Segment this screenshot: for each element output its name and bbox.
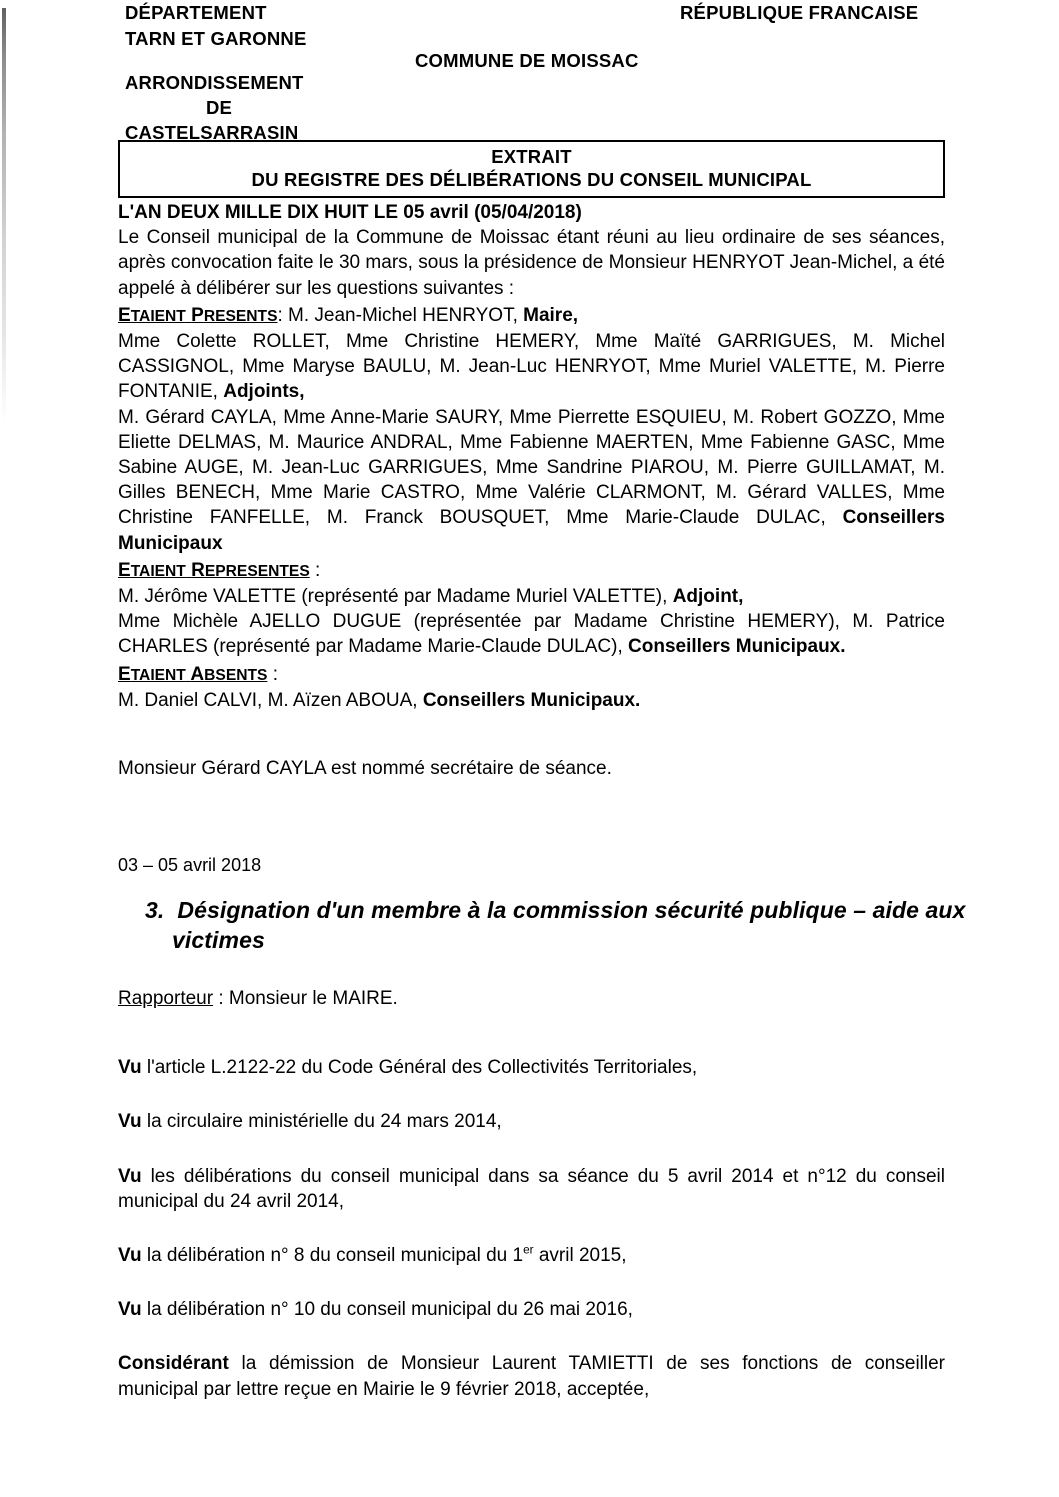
absent-role: Conseillers Municipaux. [422, 689, 641, 711]
clause-superscript: er [523, 1243, 534, 1257]
secretary-line: Monsieur Gérard CAYLA est nommé secrétaire de séance. [118, 758, 612, 780]
represented-label-line [118, 558, 945, 584]
represented-label-suffix: : [309, 559, 321, 581]
represented-line2-role: Conseillers Municipaux. [628, 636, 846, 658]
absent-line [118, 688, 945, 713]
header-department-line2: TARN ET GARONNE [125, 28, 307, 49]
clause-item [118, 1055, 945, 1080]
extrait-title-box [118, 140, 945, 198]
clause-lead: Vu [118, 1057, 142, 1079]
clause-item [118, 1164, 945, 1214]
clause-item [118, 1109, 945, 1134]
clause-text-after: avril 2015, [533, 1245, 627, 1267]
presents-maire-role: Maire, [523, 304, 579, 326]
clause-text: la circulaire ministérielle du 24 mars 2014, [141, 1111, 502, 1133]
absent-names: M. Daniel CALVI, M. Aïzen ABOUA, [118, 689, 423, 711]
clause-text: l'article L.2122-22 du Code Général des Collectivités Territoriales, [141, 1057, 698, 1079]
header-department-line1: DÉPARTEMENT [125, 2, 267, 23]
preamble-block [118, 200, 945, 301]
absent-label: ETAIENT ABSENTS [118, 663, 268, 685]
deliberation-number: 3. [145, 897, 165, 924]
presents-maire-line [118, 303, 945, 329]
clause-lead: Vu [118, 1165, 142, 1187]
presents-block [118, 303, 945, 556]
presents-maire-text: : M. Jean-Michel HENRYOT, [277, 304, 524, 326]
rapporteur-value: : Monsieur le MAIRE. [213, 988, 398, 1010]
header-arrondissement-line1: ARRONDISSEMENT [125, 72, 304, 93]
scan-edge-artifact [2, 8, 6, 423]
session-date-line: L'AN DEUX MILLE DIX HUIT LE 05 avril (05/04/2018) [118, 202, 582, 223]
absent-block [118, 662, 945, 713]
document-header [118, 0, 945, 143]
clause-lead: Vu [118, 1299, 142, 1321]
presents-conseillers-role: Conseillers Municipaux [118, 507, 945, 554]
presents-conseillers-names: M. Gérard CAYLA, Mme Anne-Marie SAURY, Mme Pierrette ESQUIEU, M. Robert GOZZO, Mme Eliette DELMAS, M. Maurice ANDRAL, Mme Fabienne MAERTEN, Mme Fabienne GASC, Mme Sabine AUGE, M. Jean-Luc GARRIGUES, Mme Sandrine PIAROU, M. Pierre GUILLAMAT, M. Gilles BENECH, Mme Marie CASTRO, Mme Valérie CLARMONT, M. Gérard VALLES, Mme Christine FANFELLE, M. Franck BOUSQUET, Mme Marie-Claude DULAC, [118, 406, 945, 529]
presents-label: ETAIENT PRESENTS [118, 304, 278, 326]
clause-item [118, 1351, 945, 1401]
represented-line2-text: Mme Michèle AJELLO DUGUE (représentée par Madame Christine HEMERY), M. Patrice CHARLES (représenté par Madame Marie-Claude DULAC), [118, 611, 945, 658]
represented-line1-role: Adjoint, [672, 586, 744, 608]
extrait-line1: EXTRAIT [491, 146, 572, 167]
represented-label: ETAIENT REPRESENTES [118, 559, 310, 581]
absent-label-line [118, 662, 945, 688]
deliberation-reference: 03 – 05 avril 2018 [118, 855, 262, 876]
convocation-paragraph: Le Conseil municipal de la Commune de Moissac étant réuni au lieu ordinaire de ses séances, après convocation faite le 30 mars, sous la présidence de Monsieur HENRYOT Jean-Michel, a été appelé à délibérer sur les questions suivantes : [118, 227, 945, 299]
clause-item [118, 1297, 945, 1322]
header-arrondissement [125, 70, 385, 145]
deliberation-title [145, 895, 972, 955]
clause-lead: Vu [118, 1111, 142, 1133]
presents-adjoints-paragraph [118, 329, 945, 405]
extrait-line2: DU REGISTRE DES DÉLIBÉRATIONS DU CONSEIL MUNICIPAL [251, 169, 812, 190]
represented-line1-text: M. Jérôme VALETTE (représenté par Madame Muriel VALETTE), [118, 586, 673, 608]
header-arrondissement-line2: DE [205, 97, 233, 118]
presents-adjoints-names: Mme Colette ROLLET, Mme Christine HEMERY, Mme Maïté GARRIGUES, M. Michel CASSIGNOL, Mme Maryse BAULU, M. Jean-Luc HENRYOT, Mme Muriel VALETTE, M. Pierre FONTANIE, [118, 331, 945, 403]
represented-line-2 [118, 609, 945, 659]
header-republic: RÉPUBLIQUE FRANCAISE [680, 2, 919, 23]
clause-item [118, 1243, 945, 1268]
represented-block [118, 558, 945, 660]
clause-lead: Considérant [118, 1353, 229, 1375]
clause-text: la délibération n° 10 du conseil municipal du 26 mai 2016, [141, 1299, 633, 1321]
clause-text: la délibération n° 8 du conseil municipal du 1 [141, 1245, 524, 1267]
presents-conseillers-paragraph [118, 405, 945, 556]
represented-line-1 [118, 584, 945, 609]
clauses-list [118, 1055, 945, 1402]
clause-text: la démission de Monsieur Laurent TAMIETTI de ses fonctions de conseiller municipal par lettre reçue en Mairie le 9 février 2018, acceptée, [118, 1353, 945, 1400]
document-content [118, 0, 966, 1402]
header-commune: COMMUNE DE MOISSAC [415, 50, 639, 71]
clause-text: les délibérations du conseil municipal dans sa séance du 5 avril 2014 et n°12 du conseil municipal du 24 avril 2014, [118, 1165, 945, 1212]
absent-label-suffix: : [267, 663, 278, 685]
rapporteur-line [118, 986, 945, 1011]
header-department [125, 0, 307, 52]
deliberation-title-text: Désignation d'un membre à la commission sécurité publique – aide aux victimes [172, 897, 966, 954]
clause-lead: Vu [118, 1245, 142, 1267]
header-arrondissement-line3: CASTELSARRASIN [125, 122, 299, 143]
rapporteur-label: Rapporteur [118, 988, 214, 1010]
spacer-before-secretary [118, 713, 945, 737]
presents-adjoints-role: Adjoints, [223, 381, 305, 403]
